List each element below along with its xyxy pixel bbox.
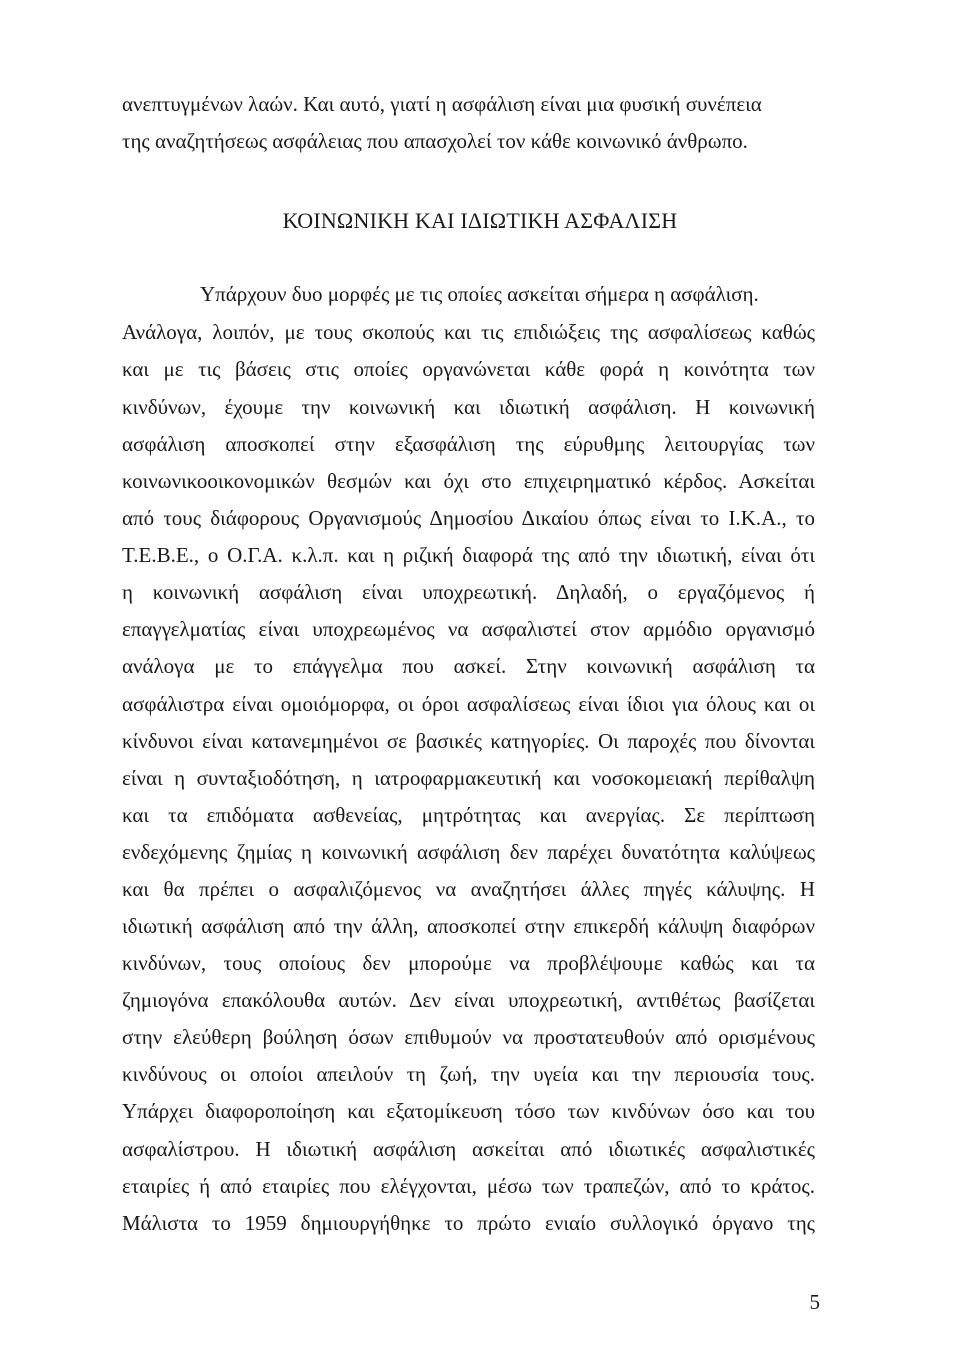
- body-line: ιδιωτική ασφάλιση από την άλλη, αποσκοπεί στην επικερδή κάλυψη διαφόρων: [122, 914, 815, 938]
- body-line: η κοινωνική ασφάλιση είναι υποχρεωτική. Δηλαδή, ο εργαζόμενος ή: [122, 580, 815, 604]
- body-line: και με τις βάσεις στις οποίες οργανώνεται κάθε φορά η κοινότητα των: [122, 357, 815, 381]
- body-line: και θα πρέπει ο ασφαλιζόμενος να αναζητήσει άλλες πηγές κάλυψης. Η: [122, 877, 815, 901]
- body-line: εταιρίες ή από εταιρίες που ελέγχονται, μέσω των τραπεζών, από το κράτος.: [122, 1174, 815, 1198]
- page-number: 5: [809, 1290, 820, 1314]
- body-line: ασφάλιση αποσκοπεί στην εξασφάλιση της εύρυθμης λειτουργίας των: [122, 432, 815, 456]
- body-line: ζημιογόνα επακόλουθα αυτών. Δεν είναι υποχρεωτική, αντιθέτως βασίζεται: [122, 988, 815, 1012]
- section-heading: ΚΟΙΝΩΝΙΚΗ ΚΑΙ ΙΔΙΩΤΙΚΗ ΑΣΦΑΛΙΣΗ: [282, 208, 678, 233]
- body-line: κοινωνικοοικονομικών θεσμών και όχι στο επιχειρηματικό κέρδος. Ασκείται: [122, 469, 815, 493]
- body-line: Υπάρχει διαφοροποίηση και εξατομίκευση τόσο των κινδύνων όσο και του: [122, 1099, 815, 1123]
- body-line: Τ.Ε.Β.Ε., ο Ο.Γ.Α. κ.λ.π. και η ριζική διαφορά της από την ιδιωτική, είναι ότι: [122, 543, 815, 567]
- body-line: ενδεχόμενης ζημίας η κοινωνική ασφάλιση δεν παρέχει δυνατότητα καλύψεως: [122, 840, 815, 864]
- body-line: στην ελεύθερη βούληση όσων επιθυμούν να προστατευθούν από ορισμένους: [122, 1025, 815, 1049]
- body-line: ανάλογα με το επάγγελμα που ασκεί. Στην κοινωνική ασφάλιση τα: [122, 654, 815, 678]
- body-line: επαγγελματίας είναι υποχρεωμένος να ασφαλιστεί στον αρμόδιο οργανισμό: [122, 617, 815, 641]
- body-line: ασφάλιστρα είναι ομοιόμορφα, οι όροι ασφαλίσεως είναι ίδιοι για όλους και οι: [122, 692, 815, 716]
- body-line: Ανάλογα, λοιπόν, με τους σκοπούς και τις επιδιώξεις της ασφαλίσεως καθώς: [122, 320, 815, 344]
- body-line: ασφαλίστρου. Η ιδιωτική ασφάλιση ασκείται από ιδιωτικές ασφαλιστικές: [122, 1137, 815, 1161]
- body-line: από τους διάφορους Οργανισμούς Δημοσίου Δικαίου όπως είναι το Ι.Κ.Α., το: [122, 506, 815, 530]
- body-line: Μάλιστα το 1959 δημιουργήθηκε το πρώτο ενιαίο συλλογικό όργανο της: [122, 1211, 815, 1235]
- body-line: κινδύνων, έχουμε την κοινωνική και ιδιωτική ασφάλιση. Η κοινωνική: [122, 395, 815, 419]
- intro-line-2: της αναζητήσεως ασφάλειας που απασχολεί τον κάθε κοινωνικό άνθρωπο.: [122, 129, 748, 153]
- intro-line-1: ανεπτυγμένων λαών. Και αυτό, γιατί η ασφάλιση είναι μια φυσική συνέπεια: [122, 92, 762, 116]
- body-line: κίνδυνοι είναι κατανεμημένοι σε βασικές κατηγορίες. Οι παροχές που δίνονται: [122, 729, 815, 753]
- body-line: είναι η συνταξιοδότηση, η ιατροφαρμακευτική και νοσοκομειακή περίθαλψη: [122, 766, 815, 790]
- body-line: κινδύνους οι οποίοι απειλούν τη ζωή, την υγεία και την περιουσία τους.: [122, 1062, 815, 1086]
- body-line: Υπάρχουν δυο μορφές με τις οποίες ασκείται σήμερα η ασφάλιση.: [200, 282, 759, 306]
- body-line: κινδύνων, τους οποίους δεν μπορούμε να προβλέψουμε καθώς και τα: [122, 951, 815, 975]
- body-line: και τα επιδόματα ασθενείας, μητρότητας και ανεργίας. Σε περίπτωση: [122, 803, 815, 827]
